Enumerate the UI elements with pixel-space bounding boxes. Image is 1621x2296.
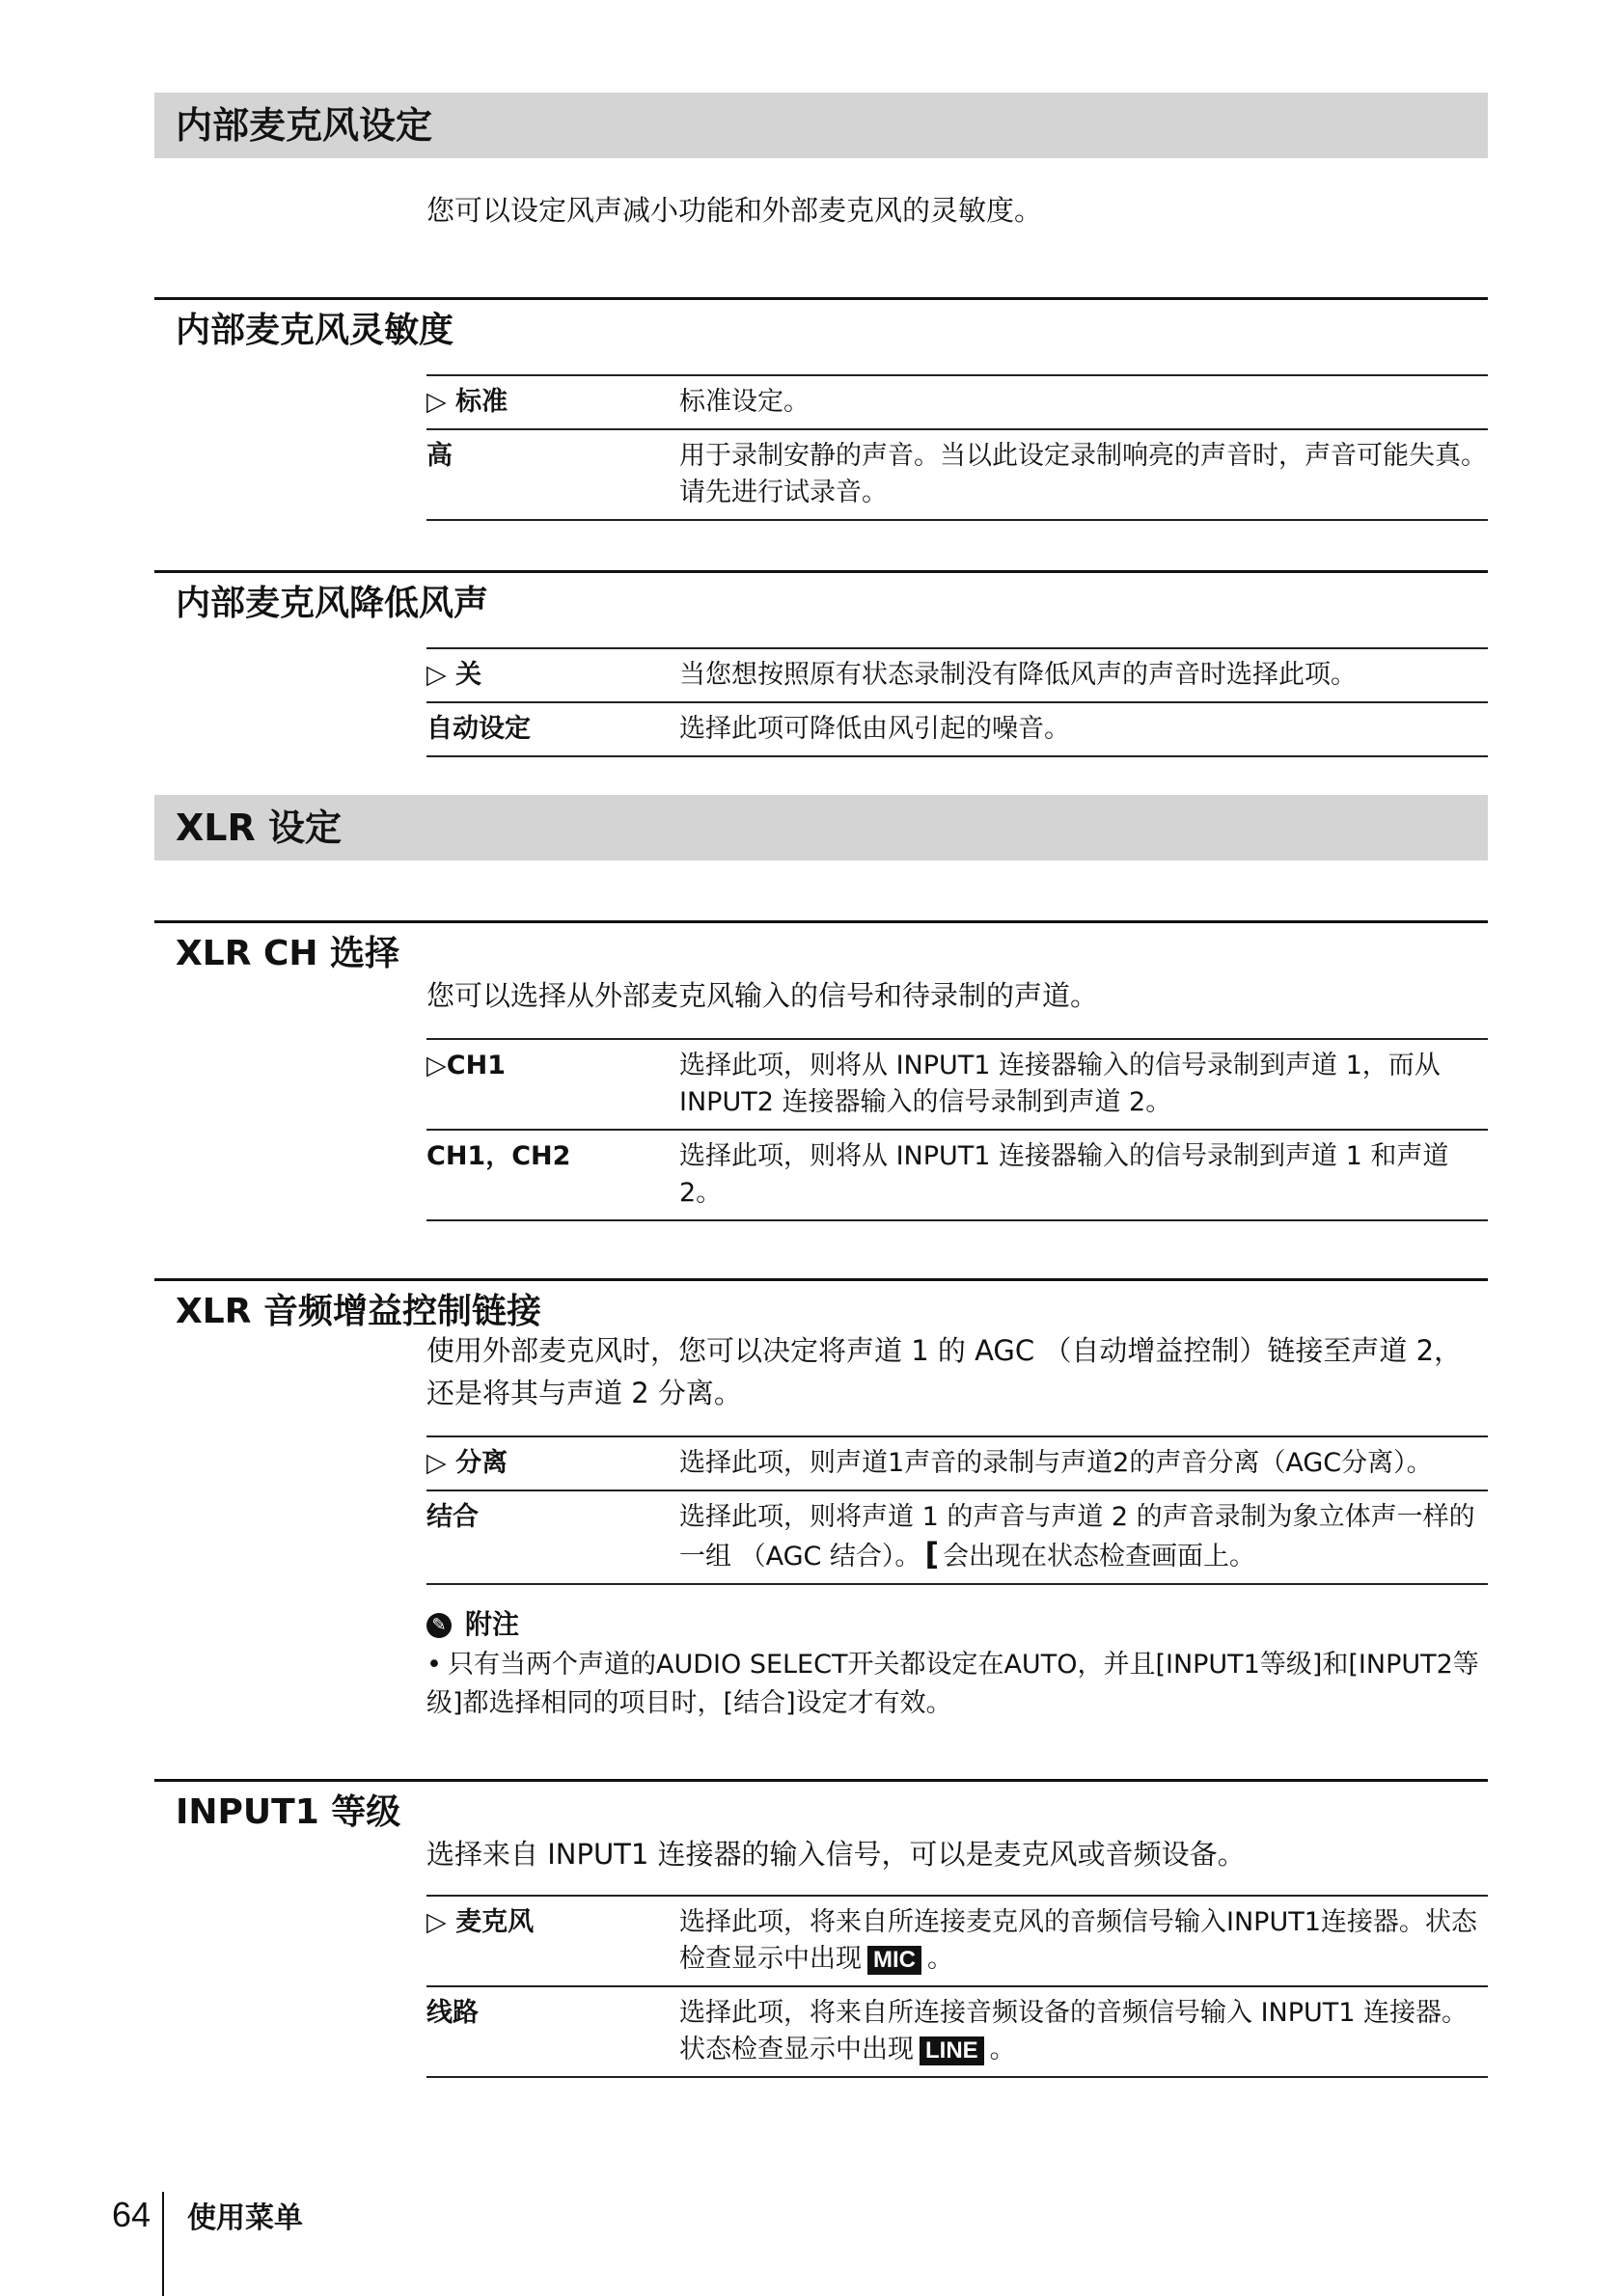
table-row <box>426 1491 1488 1585</box>
bullet-icon: • <box>426 1650 442 1680</box>
note-heading <box>426 1605 519 1644</box>
subsection-xlr-ch-select: XLR CH 选择 <box>154 920 1488 979</box>
option-description <box>679 1897 1488 1985</box>
input1-level-table <box>426 1895 1488 2078</box>
option-description <box>679 1987 1488 2076</box>
table-row <box>426 1437 1488 1491</box>
option-description-text-tail: 会出现在状态检查画面上。 <box>943 1542 1256 1572</box>
note-icon: ✎ <box>426 1613 452 1638</box>
note-body <box>426 1646 1488 1723</box>
xlr-gain-link-intro: 使用外部麦克风时，您可以决定将声道 1 的 AGC （自动增益控制）链接至声道 2，还是将其与声道 2 分离。 <box>426 1334 1463 1409</box>
option-key: 高 <box>426 441 453 471</box>
subsection-xlr-gain-link: XLR 音频增益控制链接 <box>154 1278 1488 1337</box>
option-description: 用于录制安静的声音。当以此设定录制响亮的声音时，声音可能失真。请先进行试录音。 <box>679 441 1487 507</box>
note-title: 附注 <box>465 1608 520 1640</box>
option-description <box>679 1491 1488 1583</box>
table-row <box>426 703 1488 757</box>
line-status-icon: LINE <box>920 2036 984 2065</box>
table-row <box>426 430 1488 521</box>
mic-status-icon: MIC <box>867 1946 921 1975</box>
option-description-text: 选择此项，则将声道 1 的声音与声道 2 的声音录制为象立体声一样的一组 （AGC 结合）。 <box>679 1502 1475 1572</box>
subsection-input1-level: INPUT1 等级 <box>154 1779 1488 1838</box>
xlr-gain-link-table <box>426 1435 1488 1585</box>
option-key: 结合 <box>426 1502 479 1532</box>
footer-divider <box>162 2192 164 2296</box>
page-number: 64 <box>112 2195 151 2234</box>
table-row <box>426 649 1488 703</box>
table-row <box>426 1131 1488 1221</box>
note-text: 只有当两个声道的AUDIO SELECT开关都设定在AUTO，并且[INPUT1等级]和[INPUT2等级]都选择相同的项目时，[结合]设定才有效。 <box>426 1650 1479 1718</box>
table-row <box>426 1897 1488 1987</box>
option-description: 当您想按照原有状态录制没有降低风声的声音时选择此项。 <box>679 660 1357 690</box>
option-description-text: 选择此项，将来自所连接麦克风的音频信号输入INPUT1连接器。状态检查显示中出现 <box>679 1907 1477 1974</box>
input1-level-intro: 选择来自 INPUT1 连接器的输入信号，可以是麦克风或音频设备。 <box>426 1838 1246 1871</box>
footer-section-label: 使用菜单 <box>187 2201 303 2235</box>
xlr-ch-select-intro: 您可以选择从外部麦克风输入的信号和待录制的声道。 <box>426 979 1099 1012</box>
option-description: 标准设定。 <box>679 387 810 417</box>
option-key: 线路 <box>426 1998 479 2028</box>
xlr-ch-select-table <box>426 1038 1488 1221</box>
option-description: 选择此项，则将从 INPUT1 连接器输入的信号录制到声道 1，而从 INPUT2 连接器输入的信号录制到声道 2。 <box>679 1051 1441 1117</box>
option-key: 自动设定 <box>426 714 531 744</box>
option-description-text-tail: 。 <box>927 1944 953 1974</box>
option-description: 选择此项，则将从 INPUT1 连接器输入的信号录制到声道 1 和声道 2。 <box>679 1141 1449 1208</box>
option-key: CH1，CH2 <box>426 1141 571 1171</box>
option-key: ▷CH1 <box>426 1051 506 1080</box>
option-key: ▷ 关 <box>426 660 482 690</box>
table-row <box>426 1040 1488 1131</box>
table-row <box>426 1987 1488 2078</box>
option-key: ▷ 麦克风 <box>426 1907 535 1937</box>
wind-reduction-table <box>426 647 1488 757</box>
option-key: ▷ 标准 <box>426 387 508 417</box>
subsection-mic-sensitivity: 内部麦克风灵敏度 <box>154 297 1488 356</box>
section-header-xlr: XLR 设定 <box>154 795 1488 861</box>
option-description-text: 选择此项，将来自所连接音频设备的音频信号输入 INPUT1 连接器。状态检查显示中出现 <box>679 1998 1469 2064</box>
mic-sensitivity-table <box>426 374 1488 521</box>
section-header-internal-mic: 内部麦克风设定 <box>154 93 1488 158</box>
table-row <box>426 376 1488 430</box>
internal-mic-intro: 您可以设定风声减小功能和外部麦克风的灵敏度。 <box>426 194 1043 227</box>
option-description: 选择此项可降低由风引起的噪音。 <box>679 714 1070 744</box>
link-status-mark-icon: [ <box>924 1536 940 1572</box>
subsection-wind-reduction: 内部麦克风降低风声 <box>154 570 1488 629</box>
option-key: ▷ 分离 <box>426 1448 508 1478</box>
option-description: 选择此项，则声道1声音的录制与声道2的声音分离（AGC分离）。 <box>679 1448 1433 1478</box>
option-description-text-tail: 。 <box>989 2035 1016 2064</box>
